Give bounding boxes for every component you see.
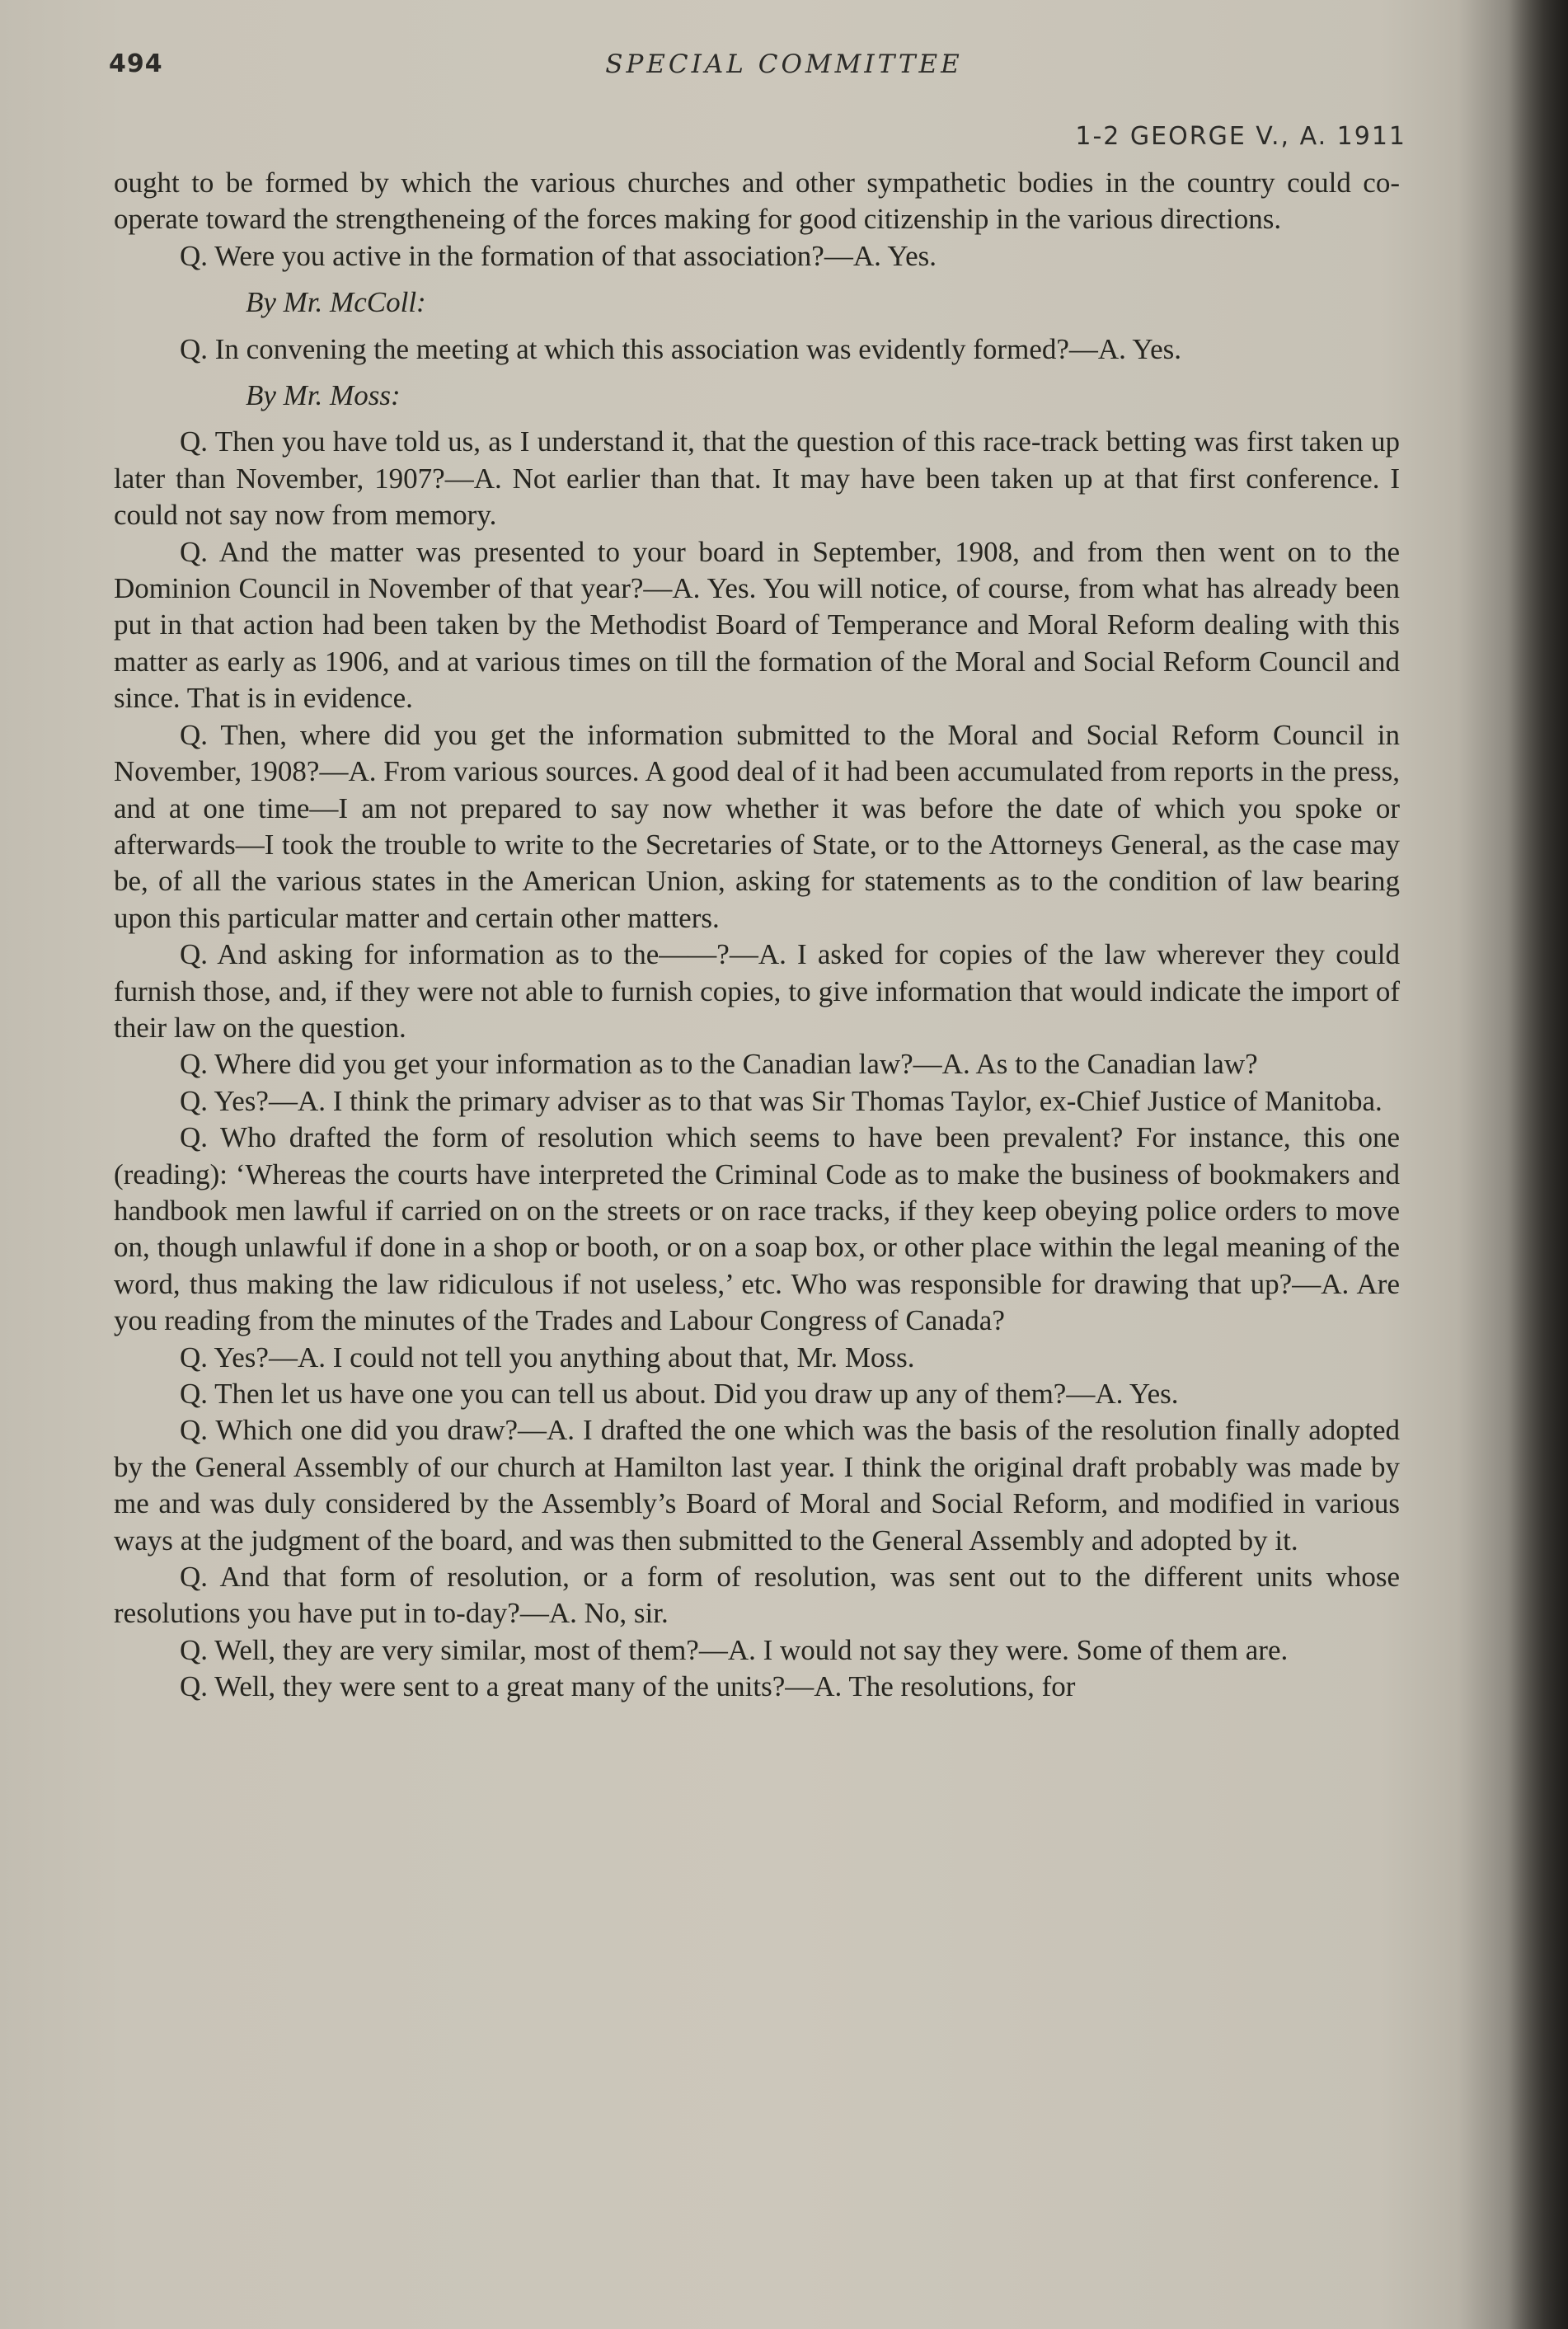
paragraph-8: Q. And asking for information as to the——?—A. I asked for copies of the law wherever they could furnish those, and, if they were not able to furnish copies, to give information that would indicate the import of their law on the question. [114, 938, 1400, 1044]
paragraph-11: Q. Who drafted the form of resolution which seems to have been prevalent? For instance, this one (reading): ‘Whereas the courts have interpreted the Criminal Code as to make the business of bookmakers and handbook men lawful if carried on on the streets or on race tracks, if they keep obeying police orders to move on, though unlawful if done in a shop or booth, or on a soap box, or other place within the legal meaning of the word, thus making the law ridiculous if not useless,’ etc. Who was responsible for drawing that up?—A. Are you reading from the minutes of the Trades and Labour Congress of Canada? [114, 1121, 1400, 1337]
paragraph-15: Q. And that form of resolution, or a form of resolution, was sent out to the different units whose resolutions you have put in to-day?—A. No, sir. [114, 1561, 1400, 1630]
paragraph-17: Q. Well, they were sent to a great many of the units?—A. The resolutions, for [180, 1670, 1076, 1703]
examiner-heading-moss: By Mr. Moss: [246, 379, 401, 412]
paragraph-1: Q. Were you active in the formation of that association?—A. Yes. [180, 239, 937, 272]
paragraph-16: Q. Well, they are very similar, most of them?—A. I would not say they were. Some of them are. [180, 1633, 1289, 1666]
paragraph-6: Q. And the matter was presented to your board in September, 1908, and from then went on to the Dominion Council in November of that year?—A. Yes. You will notice, of course, from what has already been put in that action had been taken by the Methodist Board of Temperance and Moral Reform dealing with this matter as early as 1906, and at various times on till the formation of the Moral and Social Reform Council and since. That is in evidence. [114, 535, 1400, 715]
paragraph-12: Q. Yes?—A. I could not tell you anything about that, Mr. Moss. [180, 1341, 915, 1373]
paragraph-10: Q. Yes?—A. I think the primary adviser as to that was Sir Thomas Taylor, ex-Chief Justice of Manitoba. [180, 1084, 1383, 1117]
transcript-body [114, 165, 1400, 1706]
paragraph-9: Q. Where did you get your information as to the Canadian law?—A. As to the Canadian law? [180, 1048, 1258, 1081]
running-title: SPECIAL COMMITTEE [605, 49, 963, 79]
examiner-heading-mccoll: By Mr. McColl: [246, 286, 426, 319]
session-reference: 1-2 GEORGE V., A. 1911 [1075, 122, 1406, 151]
paragraph-7: Q. Then, where did you get the information submitted to the Moral and Social Reform Council in November, 1908?—A. From various sources. A good deal of it had been accumulated from reports in the press, and at one time—I am not prepared to say now whether it was before the date of which you spoke or afterwards—I took the trouble to write to the Secretaries of State, or to the Attorneys General, as the case may be, of all the various states in the American Union, asking for statements as to the condition of law bearing upon this particular matter and certain other matters. [114, 718, 1400, 934]
page-number: 494 [109, 49, 163, 78]
paragraph-0: ought to be formed by which the various churches and other sympathetic bodies in the country could co-operate toward the strengtheneing of the forces making for good citizenship in the various directions. [114, 167, 1400, 236]
paragraph-5: Q. Then you have told us, as I understand it, that the question of this race-track betting was first taken up later than November, 1907?—A. Not earlier than that. It may have been taken up at that first conference. I could not say now from memory. [114, 425, 1400, 532]
paragraph-14: Q. Which one did you draw?—A. I drafted the one which was the basis of the resolution finally adopted by the General Assembly of our church at Hamilton last year. I think the original draft probably was made by me and was duly considered by the Assembly’s Board of Moral and Social Reform, and modified in various ways at the judgment of the board, and was then submitted to the General Assembly and adopted by it. [114, 1414, 1400, 1557]
binding-gutter-shadow [1510, 0, 1568, 2329]
paragraph-13: Q. Then let us have one you can tell us about. Did you draw up any of them?—A. Yes. [180, 1378, 1179, 1410]
paragraph-3: Q. In convening the meeting at which this association was evidently formed?—A. Yes. [180, 332, 1182, 365]
